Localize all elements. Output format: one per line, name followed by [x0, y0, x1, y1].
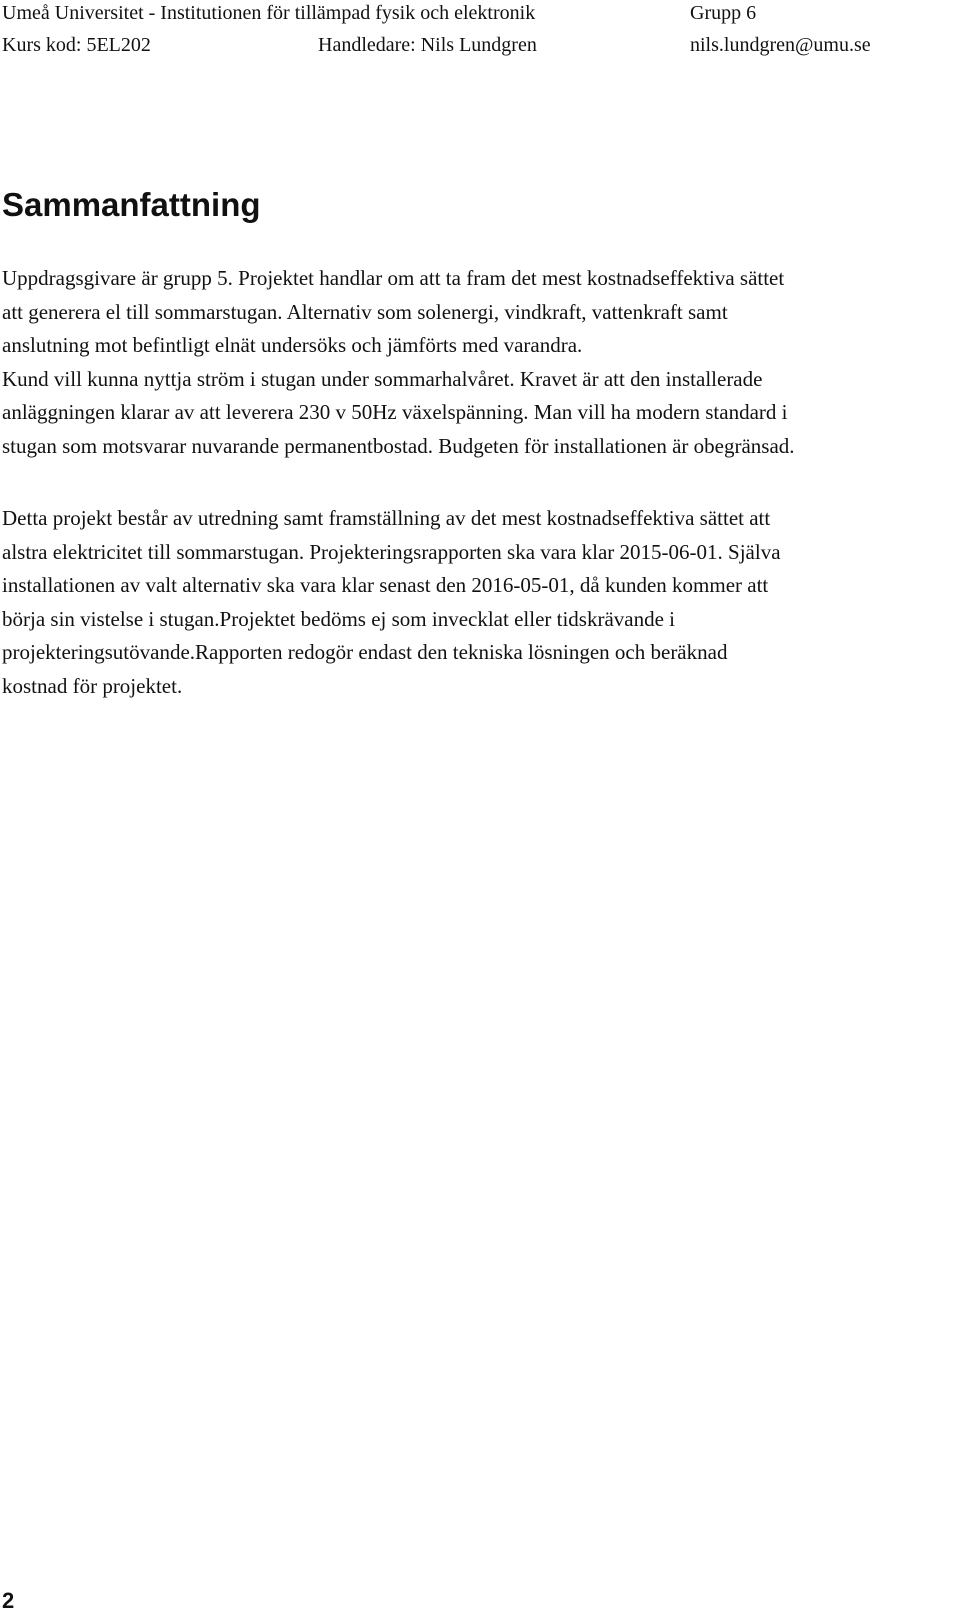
text-line: installationen av valt alternativ ska vara klar senast den 2016-05-01, då kunden kommer att [2, 573, 769, 597]
course-code: Kurs kod: 5EL202 [2, 34, 151, 56]
summary-paragraph-2 [2, 502, 947, 703]
text-line: Kund vill kunna nyttja ström i stugan under sommarhalvåret. Kravet är att den installerade [2, 366, 763, 391]
text-line: alstra elektricitet till sommarstugan. Projekteringsrapporten ska vara klar 2015-06-01. Själva [2, 539, 781, 564]
text-line: börja sin vistelse i stugan.Projektet bedöms ej som invecklat eller tidskrävande i [2, 606, 676, 631]
text-line: att generera el till sommarstugan. Alternativ som solenergi, vindkraft, vattenkraft samt [2, 299, 728, 324]
text-line: anslutning mot befintligt elnät undersöks och jämförts med varandra. [2, 333, 583, 358]
text-line: Detta projekt består av utredning samt framställning av det mest kostnadseffektiva sättet att [2, 506, 771, 530]
text-line: anläggningen klarar av att leverera 230 v 50Hz växelspänning. Man vill ha modern standard i [2, 400, 788, 425]
page-header [0, 0, 960, 64]
summary-paragraph-1 [2, 262, 947, 464]
text-line: projekteringsutövande.Rapporten redogör endast den tekniska lösningen och beräknad [2, 640, 728, 664]
text-line: Uppdragsgivare är grupp 5. Projektet handlar om att ta fram det mest kostnadseffektiva sättet [2, 266, 785, 290]
text-line: kostnad för projektet. [2, 673, 183, 698]
text-line: stugan som motsvarar nuvarande permanentbostad. Budgeten för installationen är obegränsad. [2, 433, 795, 458]
supervisor-email: nils.lundgren@umu.se [690, 34, 871, 56]
group-label: Grupp 6 [690, 2, 757, 24]
section-heading: Sammanfattning [2, 186, 261, 223]
page-number: 2 [2, 1588, 15, 1613]
university-name: Umeå Universitet - Institutionen för tillämpad fysik och elektronik [2, 2, 536, 24]
supervisor-name: Handledare: Nils Lundgren [318, 34, 537, 56]
